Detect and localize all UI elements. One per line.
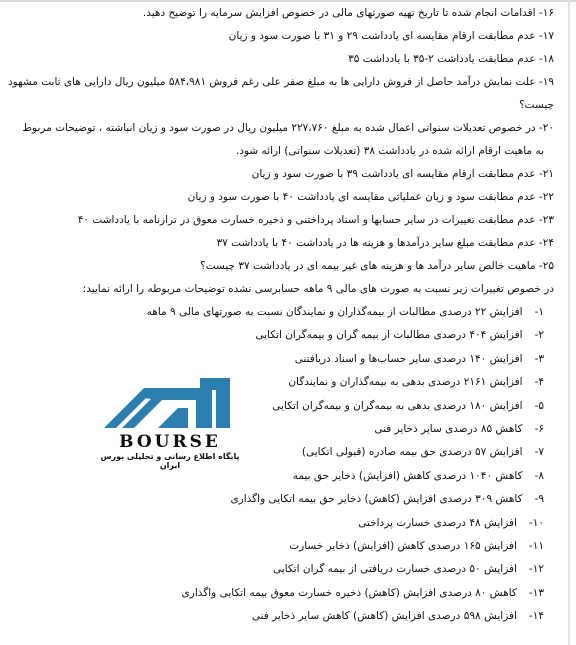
item-text: کاهش ۸۰ درصدی افزایش (کاهش) ذخیره خسارت معوق بیمه اتکایی واگذاری <box>181 586 517 599</box>
question-24: ۲۴- عدم مطابقت مبلغ سایر درآمدها و هزینه ها در یادداشت ۴۰ با یادداشت ۳۷ <box>216 237 554 249</box>
list-item <box>14 535 554 558</box>
item-text: افزایش ۵۷ درصدی حق بیمه صادره (قبولی اتکایی) <box>301 446 523 459</box>
item-number: ۹- <box>534 493 544 506</box>
item-number: ۱۴- <box>528 610 544 623</box>
item-text: افزایش ۵۰ درصدی خسارت دریافتی از بیمه گران اتکایی <box>273 563 517 576</box>
question-20: ۲۰- در خصوص تعدیلات سنواتی اعمال شده به مبلغ ۲۲۷،۷۶۰ میلیون ریال در صورت سود و زیان انباشته ، توضیحات مربوط <box>22 122 554 134</box>
item-text: افزایش ۵۹۸ درصدی افزایش (کاهش) کاهش سایر ذخایر فنی <box>251 610 517 623</box>
list-item <box>14 371 554 394</box>
item-number: ۵- <box>534 399 544 412</box>
item-text: افزایش ۴۰۴ درصدی مطالبات از بیمه گران و بیمه‌گران اتکایی <box>255 329 523 342</box>
bourse-24-emblem-icon <box>100 370 240 434</box>
list-item <box>14 582 554 605</box>
logo-wordmark: BOURSE <box>119 432 221 452</box>
question-19: ۱۹- علت نمایش درآمد حاصل از فروش دارایی ها به مبلغ صفر علی رغم فروش ۵۸۴،۹۸۱ میلیون ریال دارایی های ثابت مشهود <box>7 76 554 88</box>
question-18: ۱۸- عدم مطابقت یادداشت ۲-۳۵ با یادداشت ۳۵ <box>348 53 554 65</box>
item-number: ۴- <box>534 376 544 389</box>
question-16: ۱۶- اقدامات انجام شده تا تاریخ تهیه صورتهای مالی در خصوص افزایش سرمایه را توضیح دهید. <box>142 7 554 19</box>
item-text: کاهش ۱۰۴۰ درصدی کاهش (افزایش) ذخایر حق بیمه <box>292 469 523 482</box>
list-item <box>14 488 554 511</box>
question-25: ۲۵- ماهیت خالص سایر درآمد ها و هزینه های غیر بیمه ای در یادداشت ۳۷ چیست؟ <box>200 260 554 272</box>
item-text: افزایش ۲۲ درصدی مطالبات از بیمه‌گذاران و نمایندگان نسبت به صورتهای مالی ۹ ماهه <box>146 306 523 318</box>
changes-intro: در خصوص تغییرات زیر نسبت به صورت های مالی ۹ ماهه حسابرسی نشده توضیحات مربوطه را ارائه نمایید: <box>82 283 554 295</box>
list-item <box>14 324 554 347</box>
item-text: افزایش ۲۱۶۱ درصدی بدهی به بیمه‌گذاران و نمایندگان <box>288 376 523 389</box>
list-item <box>14 395 554 418</box>
page-right-border <box>568 0 570 645</box>
list-item <box>14 301 554 324</box>
item-text: افزایش ۱۶۵ درصدی کاهش (افزایش) ذخایر خسارت <box>289 539 517 552</box>
list-item <box>14 418 554 441</box>
item-number: ۱۱- <box>528 539 544 552</box>
item-number: ۱۳- <box>528 586 544 599</box>
list-item <box>14 348 554 371</box>
list-item <box>14 558 554 581</box>
item-number: ۷- <box>534 446 544 459</box>
document-body <box>7 2 554 628</box>
question-21: ۲۱- عدم مطابقت ارقام مقایسه ای یادداشت ۳۹ با صورت سود و زیان <box>251 168 554 180</box>
item-text: افزایش ۱۴۰ درصدی سایر حساب‌ها و اسناد دریافتنی <box>294 352 523 365</box>
list-item <box>14 605 554 628</box>
item-text: افزایش ۴۸ درصدی خسارت پرداختی <box>358 516 517 529</box>
question-22: ۲۲- عدم مطابقت سود و زیان عملیاتی مقایسه ای یادداشت ۴۰ با صورت سود و زیان <box>187 191 554 203</box>
list-item <box>14 441 554 464</box>
question-23: ۲۳- عدم مطابقت تغییرات در سایر حسابها و اسناد پرداختنی و ذخیره خسارت معوق در ترازنامه با یادداشت ۴۰ <box>77 214 554 226</box>
item-text: کاهش ۸۵ درصدی سایر ذخایر فنی <box>374 422 523 435</box>
list-item <box>14 512 554 535</box>
list-item <box>14 465 554 488</box>
question-20-continued: به ماهیت ارقام ارائه شده در یادداشت ۳۸ (تعدیلات سنواتی) ارائه شود. <box>235 145 544 157</box>
item-text: افزایش ۱۸۰ درصدی بدهی به بیمه‌گران و بیمه‌گران اتکایی <box>272 399 523 412</box>
item-number: ۸- <box>534 469 544 482</box>
logo-tagline: پایگاه اطلاع رسانی و تحلیلی بورس ایران <box>100 452 240 470</box>
bourse-logo <box>100 370 240 470</box>
item-number: ۱۰- <box>528 516 544 529</box>
item-number: ۱۲- <box>528 563 544 576</box>
item-text: کاهش ۳۰۹ درصدی افزایش (کاهش) ذخایر حق بیمه اتکایی واگذاری <box>230 493 523 506</box>
question-17: ۱۷- عدم مطابقت ارقام مقایسه ای یادداشت ۲۹ و ۳۱ با صورت سود و زیان <box>228 30 554 42</box>
item-number: ۲- <box>534 329 544 342</box>
changes-list <box>14 301 554 628</box>
question-19-continued: چیست؟ <box>519 99 554 111</box>
item-number: ۱- <box>534 306 544 318</box>
item-number: ۳- <box>534 352 544 365</box>
item-number: ۶- <box>534 422 544 435</box>
